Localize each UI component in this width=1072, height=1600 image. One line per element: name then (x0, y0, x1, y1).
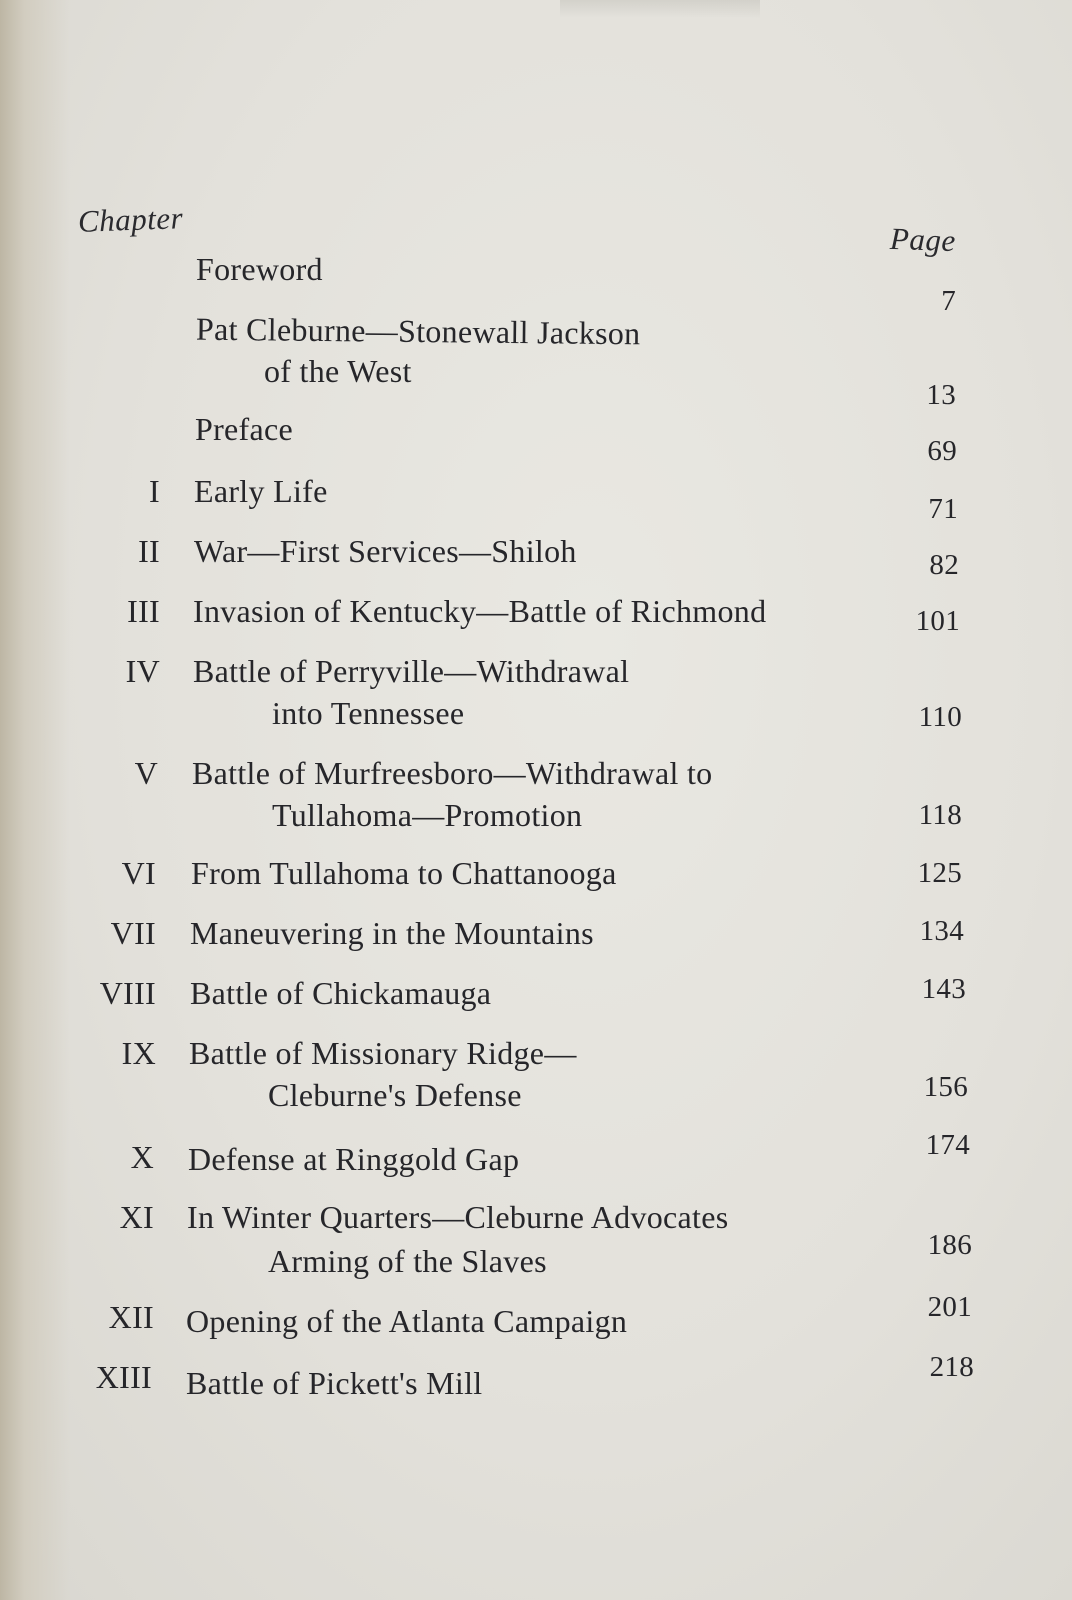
chapter-title-continuation: of the West (264, 353, 412, 389)
chapter-title: Battle of Perryville—Withdrawal (193, 653, 630, 689)
page-number: 174 (925, 1129, 970, 1161)
page-number: 156 (923, 1071, 968, 1103)
page-number: 143 (921, 973, 966, 1005)
chapter-title: War—First Services—Shiloh (194, 533, 577, 569)
page-gutter-shadow (0, 0, 70, 1600)
chapter-title: Pat Cleburne—Stonewall Jackson (195, 310, 641, 352)
page-number: 125 (917, 857, 962, 889)
chapter-number: V (134, 755, 158, 791)
chapter-number: I (149, 473, 160, 509)
chapter-number: VIII (99, 975, 156, 1011)
chapter-number: II (138, 533, 160, 569)
chapter-number: IX (121, 1035, 156, 1071)
chapter-title: Battle of Chickamauga (190, 975, 492, 1011)
chapter-title: Battle of Murfreesboro—Withdrawal to (192, 755, 713, 791)
page-number: 186 (927, 1229, 972, 1261)
chapter-title: Battle of Pickett's Mill (186, 1365, 483, 1401)
page-number: 82 (929, 549, 959, 581)
page-number: 101 (915, 605, 960, 637)
chapter-number: XII (108, 1299, 154, 1335)
chapter-title-continuation: Cleburne's Defense (268, 1077, 522, 1113)
chapter-title: Foreword (196, 251, 323, 287)
chapter-title: Opening of the Atlanta Campaign (186, 1303, 628, 1339)
chapter-number: XI (119, 1199, 154, 1235)
page-number: 118 (918, 799, 962, 831)
chapter-title-continuation: Arming of the Slaves (268, 1243, 547, 1279)
chapter-title: From Tullahoma to Chattanooga (191, 855, 617, 891)
page-number: 13 (926, 379, 956, 411)
page-number: 110 (918, 701, 962, 733)
chapter-title: Invasion of Kentucky—Battle of Richmond (193, 593, 767, 629)
chapter-title-continuation: Tullahoma—Promotion (272, 797, 583, 833)
chapter-title: Preface (195, 411, 294, 447)
chapter-number: III (127, 593, 160, 629)
chapter-title-continuation: into Tennessee (272, 695, 465, 731)
page-number: 201 (927, 1291, 972, 1323)
chapter-title: Defense at Ringgold Gap (188, 1141, 520, 1177)
chapter-title: Early Life (194, 473, 328, 509)
chapter-number: VI (121, 855, 156, 891)
chapter-title: Battle of Missionary Ridge— (189, 1035, 577, 1071)
chapter-number: IV (125, 653, 160, 689)
chapter-column-header: Chapter (77, 200, 184, 239)
chapter-title: In Winter Quarters—Cleburne Advocates (187, 1199, 729, 1235)
chapter-title: Maneuvering in the Mountains (190, 915, 594, 951)
page-number: 218 (929, 1351, 974, 1383)
chapter-number: VII (110, 915, 156, 951)
page-number: 134 (919, 915, 964, 947)
page-number: 71 (928, 493, 958, 525)
page-number: 69 (927, 435, 957, 467)
bleed-through-shadow (560, 0, 760, 18)
chapter-number: X (130, 1139, 154, 1175)
chapter-number: XIII (95, 1359, 152, 1395)
page-number: 7 (941, 285, 956, 317)
page-column-header: Page (889, 220, 957, 259)
